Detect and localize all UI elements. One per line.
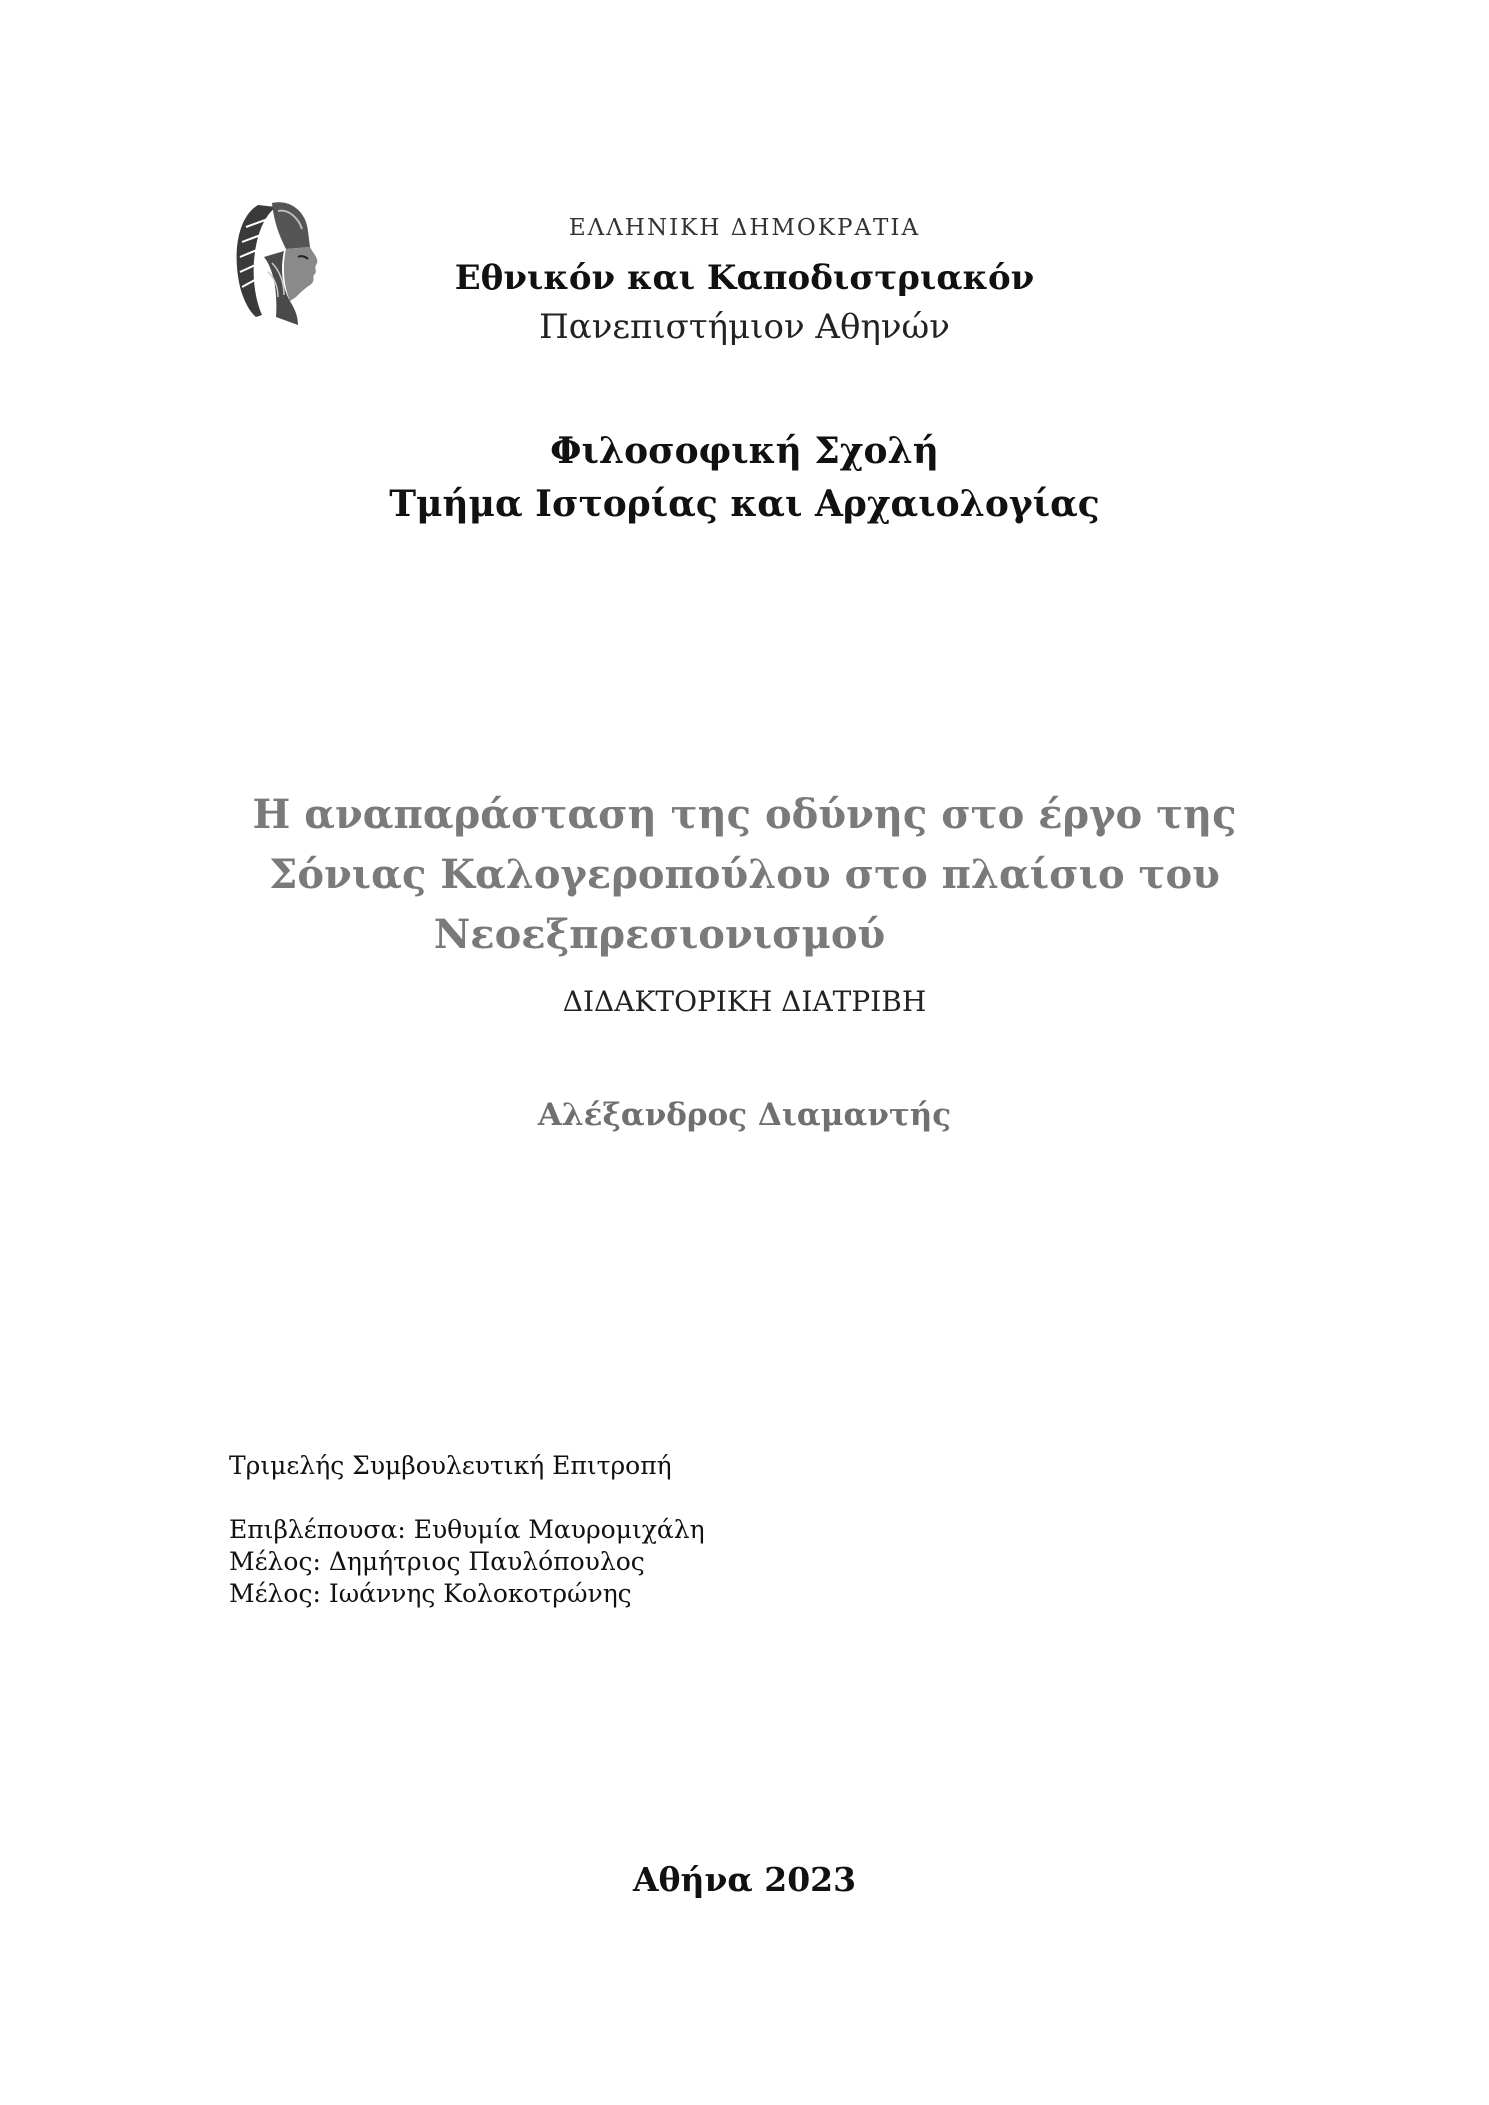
thesis-title	[0, 785, 1489, 965]
thesis-title-line: Σόνιας Καλογεροπούλου στο πλαίσιο του	[269, 851, 1220, 898]
thesis-type: ΔΙΔΑΚΤΟΡΙΚΗ ΔΙΑΤΡΙΒΗ	[562, 985, 927, 1018]
republic-heading: ΕΛΛΗΝΙΚΗ ΔΗΜΟΚΡΑΤΙΑ	[568, 215, 921, 241]
committee-heading: Τριμελής Συμβουλευτική Επιτροπή	[229, 1451, 672, 1480]
university-subtitle: Πανεπιστήμιον Αθηνών	[539, 307, 950, 347]
school-name: Φιλοσοφική Σχολή	[550, 430, 939, 472]
author-name: Αλέξανδρος Διαμαντής	[537, 1097, 952, 1133]
committee-block	[229, 1450, 705, 1610]
department-name: Τμήμα Ιστορίας και Αρχαιολογίας	[389, 483, 1100, 525]
committee-member: Μέλος: Δημήτριος Παυλόπουλος	[229, 1547, 645, 1576]
university-name: Εθνικόν και Καποδιστριακόν	[454, 258, 1035, 298]
thesis-title-line: Νεοεξπρεσιονισμού	[433, 911, 886, 958]
thesis-title-line: Η αναπαράσταση της οδύνης στο έργο της	[252, 791, 1237, 838]
place-year: Αθήνα 2023	[632, 1860, 857, 1899]
faculty-block	[0, 425, 1489, 531]
committee-member: Επιβλέπουσα: Ευθυμία Μαυρομιχάλη	[229, 1515, 705, 1544]
committee-member: Μέλος: Ιωάννης Κολοκοτρώνης	[229, 1579, 632, 1608]
